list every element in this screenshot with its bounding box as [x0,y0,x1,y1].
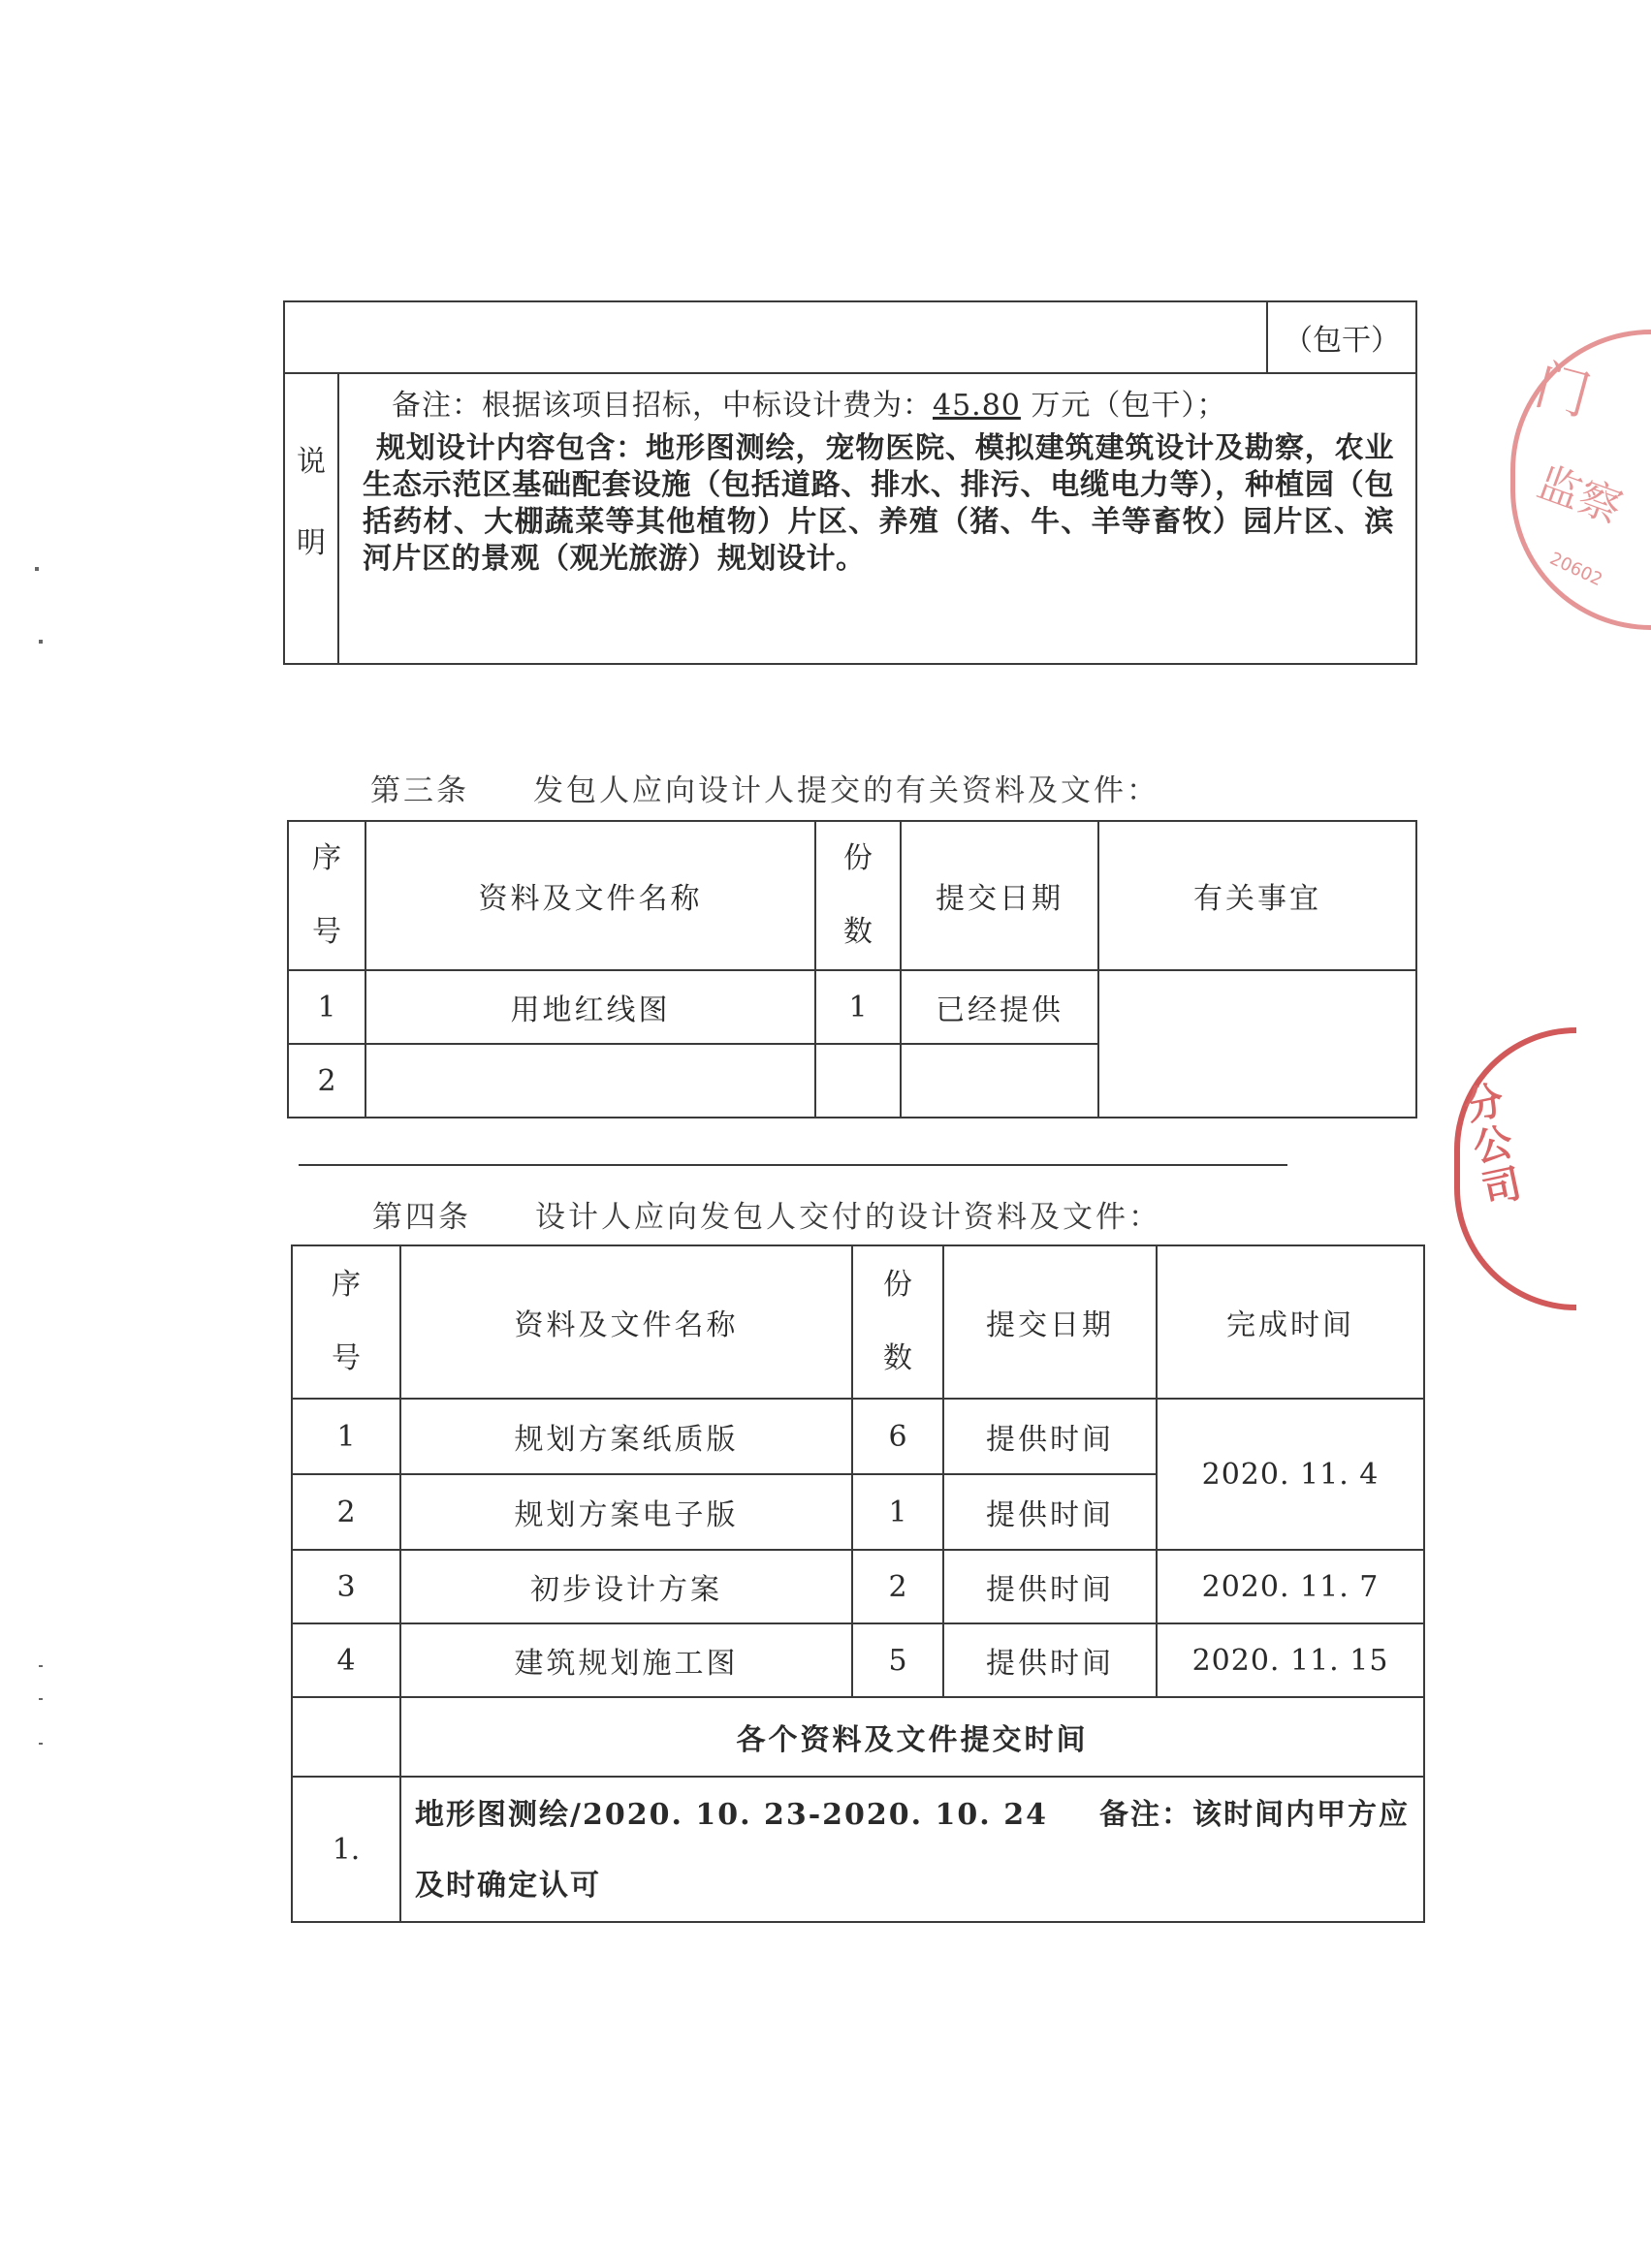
cell-count: 5 [852,1623,943,1697]
cell-finish-merged: 2020. 11. 4 [1157,1399,1424,1550]
cell-count: 2 [852,1550,943,1623]
col-header-date: 提交日期 [943,1245,1157,1399]
remark-suffix: 万元（包干）； [1020,389,1227,423]
col-header-seq: 序 号 [292,1245,400,1399]
client-documents-table [287,820,1417,1118]
scan-mark [39,1743,43,1745]
designer-deliverables-table [291,1244,1425,1923]
table-row [292,1777,1424,1922]
table-row [292,1399,1424,1474]
cell-count: 1 [815,970,901,1044]
cell-seq: 3 [292,1550,400,1623]
cell-finish: 2020. 11. 15 [1157,1623,1424,1697]
stamp-mid-right [1454,1027,1576,1310]
cell-date: 已经提供 [901,970,1098,1044]
cell-item-detail [400,1777,1424,1922]
sub-header-row [292,1697,1424,1777]
notes-cell [338,373,1416,664]
side-label-2: 明 [297,526,326,560]
lump-sum-label: （包干） [1267,301,1416,373]
item-text-2: 及时确定认可 [415,1869,601,1903]
scan-mark [39,1665,43,1667]
article4-number: 第四条 [372,1200,471,1235]
remark-prefix: 备注：根据该项目招标，中标设计费为： [392,389,933,423]
cell-date [901,1044,1098,1118]
notes-side-label [284,373,338,664]
stamp-mid-text: 分公司 [1460,1078,1526,1213]
cell-empty [292,1697,400,1777]
cell-date: 提供时间 [943,1399,1157,1474]
cell-name: 初步设计方案 [400,1550,852,1623]
remark-line [363,382,1394,430]
col-header-name: 资料及文件名称 [400,1245,852,1399]
submission-time-header: 各个资料及文件提交时间 [400,1697,1424,1777]
cell-name: 用地红线图 [365,970,815,1044]
item-line-1 [415,1779,1410,1852]
cell-seq: 2 [292,1474,400,1550]
empty-cell [284,301,1267,373]
cell-item-seq: 1. [292,1777,400,1922]
scan-mark [35,567,39,571]
cell-name [365,1044,815,1118]
item-remark: 备注：该时间内甲方应 [1099,1798,1410,1832]
stamp-top-text-c: 20602 [1546,548,1606,591]
scan-mark [39,640,43,644]
cell-date: 提供时间 [943,1474,1157,1550]
design-content-text: 规划设计内容包含：地形图测绘，宠物医院、模拟建筑建筑设计及勘察，农业生态示范区基础配套设施（包括道路、排水、排污、电缆电力等），种植园（包括药材、大棚蔬菜等其他植物）片区、养殖（猪、牛、羊等畜牧）园片区、滨河片区的景观（观光旅游）规划设计。 [363,431,1394,576]
separator-line [299,1164,1287,1166]
cell-remarks [1098,970,1416,1118]
stamp-top-text-b: 监察 [1531,457,1629,534]
cell-name: 建筑规划施工图 [400,1623,852,1697]
cell-count: 6 [852,1399,943,1474]
cell-finish: 2020. 11. 7 [1157,1550,1424,1623]
article3-number: 第三条 [370,773,469,808]
cell-seq: 2 [288,1044,365,1118]
cell-seq: 4 [292,1623,400,1697]
design-fee-table [283,300,1417,665]
cell-name: 规划方案纸质版 [400,1399,852,1474]
article3-title: 发包人应向设计人提交的有关资料及文件： [533,773,1159,808]
table-row [288,970,1416,1044]
cell-count [815,1044,901,1118]
remark-amount: 45.80 [933,389,1021,423]
stamp-top-right [1510,330,1651,630]
cell-seq: 1 [288,970,365,1044]
article4-title: 设计人应向发包人交付的设计资料及文件： [535,1200,1161,1235]
table-row [292,1623,1424,1697]
col-header-count: 份 数 [815,821,901,970]
side-label-1: 说 [297,445,326,479]
cell-name: 规划方案电子版 [400,1474,852,1550]
cell-date: 提供时间 [943,1623,1157,1697]
col-header-seq: 序 号 [288,821,365,970]
col-header-remarks: 有关事宜 [1098,821,1416,970]
article3-heading [370,766,1159,809]
cell-count: 1 [852,1474,943,1550]
col-header-finish: 完成时间 [1157,1245,1424,1399]
table-row [292,1550,1424,1623]
cell-seq: 1 [292,1399,400,1474]
cell-date: 提供时间 [943,1550,1157,1623]
article4-heading [372,1192,1161,1236]
col-header-date: 提交日期 [901,821,1098,970]
col-header-name: 资料及文件名称 [365,821,815,970]
scan-mark [39,1698,43,1700]
item-text: 地形图测绘/2020. 10. 23-2020. 10. 24 [415,1798,1048,1832]
col-header-count: 份 数 [852,1245,943,1399]
stamp-top-text-a: 门 [1528,353,1598,428]
